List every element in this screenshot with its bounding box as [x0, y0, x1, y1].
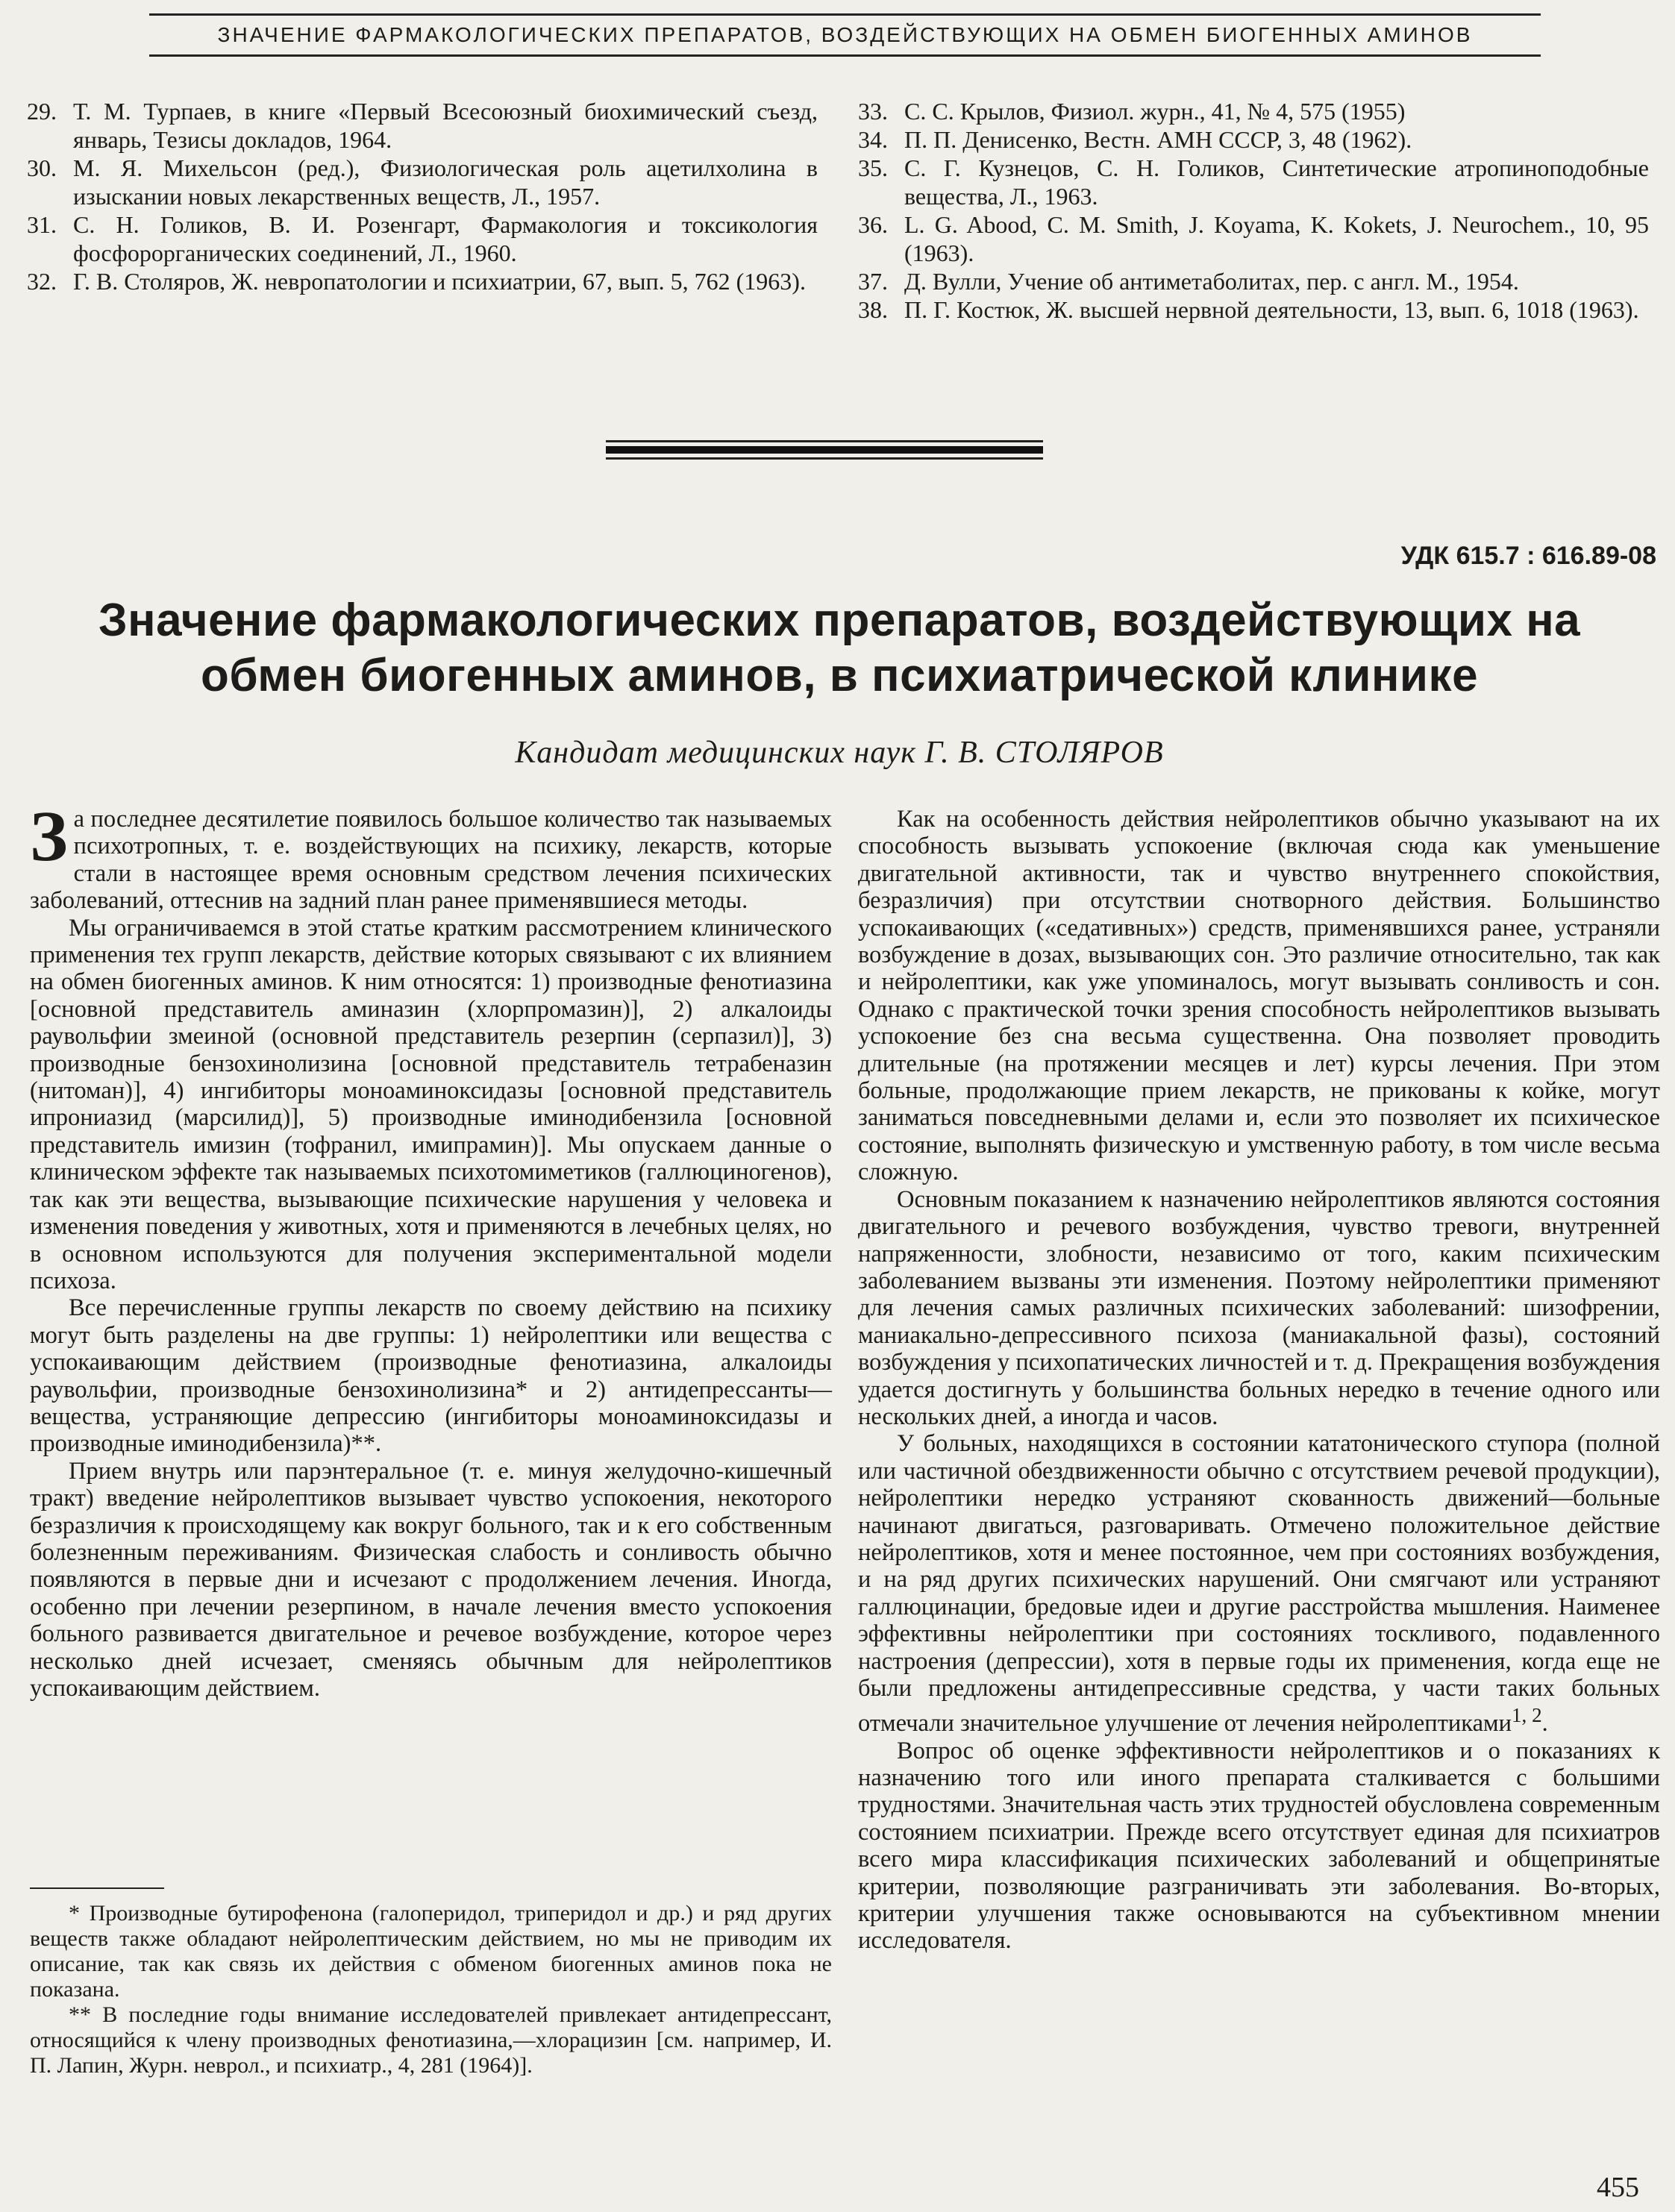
reference-37	[858, 267, 1649, 295]
paragraph: Прием внутрь или парэнтеральное (т. е. минуя желудочно-кишечный тракт) введение нейролептиков вызывает чувство успокоения, некоторого безразличия к происходящему как вокруг больного, так и к его собственным болезненным переживаниям. Физическая слабость и сонливость обычно появляются в первые дни и исчезают с продолжением лечения. Иногда, особенно при лечении резерпином, в начале лечения вместо успокоения больного развивается двигательное и речевое возбуждение, которое через несколько дней исчезает, сменяясь обычным для нейролептиков успокаивающим действием.	[30, 1457, 832, 1702]
paragraph	[30, 796, 832, 915]
reference-number: 37.	[858, 268, 888, 295]
references-right	[858, 97, 1649, 324]
paragraph-text: У больных, находящихся в состоянии кататонического ступора (полной или частичной обездвиженности обычно с отсутствием речевой продукции), нейролептики нередко устраняют скованность движений—больные начинают двигаться, разговаривать. Отмечено положительное действие нейролептиков, хотя и менее постоянное, чем при состояниях возбуждения, и на ряд других психических нарушений. Они смягчают или устраняют галлюцинации, бредовые идеи и другие расстройства мышления. Наименее эффективны нейролептики при состояниях тоскливого, подавленного настроения (депрессии), хотя в первые годы их применения, когда еще не были предложены антидепрессивные средства, у части таких больных отмечали значительное улучшение от лечения нейролептиками	[858, 1430, 1660, 1738]
paragraph-text: а последнее десятилетие появилось большое количество так называемых психотропных, т. е. воздействующих на психику, лекарств, которые стали в настоящее время основным средством лечения психических заболеваний, оттеснив на задний план ранее применявшиеся методы.	[30, 806, 832, 915]
reference-text: С. С. Крылов, Физиол. журн., 41, № 4, 575 (1955)	[904, 98, 1406, 125]
reference-text: С. Г. Кузнецов, С. Н. Голиков, Синтетические атропиноподобные вещества, Л., 1963.	[904, 154, 1649, 210]
reference-38	[858, 295, 1649, 324]
reference-text: Г. В. Столяров, Ж. невропатологии и психиатрии, 67, вып. 5, 762 (1963).	[73, 268, 806, 295]
reference-31	[27, 210, 818, 267]
footnote: ** В последние годы внимание исследователей привлекает антидепрессант, относящийся к члену производных фенотиазина,—хлорацизин [см. например, И. П. Лапин, Журн. невpол., и психиатр., 4, 281 (1964)].	[30, 2002, 832, 2078]
reference-33	[858, 97, 1649, 125]
running-head: ЗНАЧЕНИЕ ФАРМАКОЛОГИЧЕСКИХ ПРЕПАРАТОВ, ВОЗДЕЙСТВУЮЩИХ НА ОБМЕН БИОГЕННЫХ АМИНОВ	[149, 13, 1541, 57]
paragraph: Мы ограничиваемся в этой статье кратким рассмотрением клинического применения тех групп лекарств, действие которых связывают с их влиянием на обмен биогенных аминов. К ним относятся: 1) производные фенотиазина [основной представитель аминазин (хлорпромазин)], 2) алкалоиды раувольфии змеиной (основной представитель резерпин (серпазил)], 3) производные бензохинолизина [основной представитель тетрабеназин (нитоман)], 4) ингибиторы моноаминоксидазы [основной представитель ипрониазид (марсилид)], 5) производные иминодибензила [основной представитель имизин (тофранил, имипрамин)]. Мы опускаем данные о клиническом эффекте так называемых психотомиметиков (галлюциногенов), так как эти вещества, вызывающие психические нарушения у человека и изменения поведения у животных, хотя и применяются в лечебных целях, но в основном используются для получения экспериментальной модели психоза.	[30, 914, 832, 1294]
footnote-rule	[30, 1887, 164, 1889]
udk-code: УДК 615.7 : 616.89-08	[1400, 542, 1656, 570]
reference-number: 29.	[27, 98, 57, 125]
paragraph-end: .	[1541, 1710, 1548, 1738]
divider-line-top	[606, 440, 1043, 442]
drop-cap: З	[30, 796, 68, 876]
divider-line-thick	[606, 446, 1043, 454]
reference-text: L. G. Abood, C. M. Smith, J. Koyama, K. Kokets, J. Neurochem., 10, 95 (1963).	[904, 211, 1649, 266]
reference-36	[858, 210, 1649, 267]
references-left	[27, 97, 818, 295]
page-number: 455	[1597, 2172, 1639, 2203]
body-column-right	[858, 806, 1660, 1955]
reference-number: 35.	[858, 154, 888, 181]
footnote: * Производные бутирофенона (галоперидол, трипеpидол и др.) и ряд других веществ также обладают нейролептическим действием, но мы не приводим их описание, так как связь их действия с обменом биогенных аминов пока не показана.	[30, 1901, 832, 2002]
paragraph: Все перечисленные группы лекарств по своему действию на психику могут быть разделены на две группы: 1) нейролептики или вещества с успокаивающим действием (производные фенотиазина, алкалоиды раувольфии, производные бензохинолизина* и 2) антидепрессанты—вещества, устраняющие депрессию (ингибиторы моноаминоксидазы и производные иминодибензила)**.	[30, 1294, 832, 1458]
reference-text: П. Г. Костюк, Ж. высшей нервной деятельности, 13, вып. 6, 1018 (1963).	[904, 296, 1639, 323]
body-column-left	[30, 796, 832, 1702]
paragraph: Как на особенность действия нейролептиков обычно указывают на их способность вызывать успокоение (включая сюда как уменьшение двигательной активности, так и чувство внутреннего спокойствия, безразличия) при отсутствии снотворного действия. Большинство успокаивающих («седативных») средств, применявшихся ранее, устраняли возбуждение в дозах, вызывающих сон. Это различие относительно, так как и нейролептики, как уже упоминалось, могут вызывать сонливость и сон. Однако с практической точки зрения способность нейролептиков вызывать успокоение без сна весьма существенна. Она позволяет проводить длительные (на протяжении месяцев и лет) курсы лечения. При этом больные, продолжающие прием лекарств, не прикованы к койке, могут заниматься повседневными делами и, если это позволяет их психическое состояние, выполнять физическую и умственную работу, в том числе весьма сложную.	[858, 806, 1660, 1186]
reference-30	[27, 154, 818, 210]
reference-text: М. Я. Михельсон (ред.), Физиологическая роль ацетилхолина в изыскании новых лекарственных веществ, Л., 1957.	[73, 154, 818, 210]
reference-32	[27, 267, 818, 295]
section-divider	[606, 440, 1043, 461]
reference-number: 33.	[858, 98, 888, 125]
reference-number: 30.	[27, 154, 57, 181]
paragraph: Основным показанием к назначению нейролептиков являются состояния двигательного и речевого возбуждения, чувство тревоги, внутренней напряженности, злобности, независимо от того, каким психическим заболеванием вызваны эти изменения. Поэтому нейролептики применяют для лечения самых различных психических заболеваний: шизофрении, маниакально-депрессивного психоза (маниакальной фазы), состояний возбуждения у психопатических личностей и т. д. Прекращения возбуждения удается достигнуть у большинства больных нередко в течение одного или нескольких дней, а иногда и часов.	[858, 1185, 1660, 1430]
article-title: Значение фармакологических препаратов, воздействующих на обмен биогенных аминов, в психиатрической клинике	[98, 595, 1581, 701]
paragraph	[858, 1430, 1660, 1737]
citation-superscript: 1, 2	[1511, 1704, 1542, 1727]
footnotes	[30, 1901, 832, 2078]
reference-29	[27, 97, 818, 154]
paragraph: Вопрос об оценке эффективности нейролептиков и о показаниях к назначению того или иного препарата сталкивается с большими трудностями. Значительная часть этих трудностей обусловлена современным состоянием психиатрии. Прежде всего отсутствует единая для психиатров всего мира классификация психических заболеваний и общепринятые критерии, позволяющие разграничивать эти заболевания. Во-вторых, критерии улучшения также основываются на субъективном мнении исследователя.	[858, 1737, 1660, 1955]
reference-text: С. Н. Голиков, В. И. Розенгарт, Фармакология и токсикология фосфорорганических соединений, Л., 1960.	[73, 211, 818, 266]
reference-text: П. П. Денисенко, Вестн. АМН СССР, 3, 48 (1962).	[904, 126, 1412, 153]
divider-line-bottom	[606, 457, 1043, 460]
reference-text: Д. Вулли, Учение об антиметаболитах, пер. с англ. М., 1954.	[904, 268, 1519, 295]
reference-number: 38.	[858, 296, 888, 323]
reference-number: 36.	[858, 211, 888, 238]
reference-text: Т. М. Турпаев, в книге «Первый Всесоюзный биохимический съезд, январь, Тезисы докладов, 1964.	[73, 98, 818, 153]
reference-number: 31.	[27, 211, 57, 238]
reference-number: 34.	[858, 126, 888, 153]
reference-34	[858, 125, 1649, 154]
reference-number: 32.	[27, 268, 57, 295]
reference-35	[858, 154, 1649, 210]
article-author: Кандидат медицинских наук Г. В. СТОЛЯРОВ	[515, 736, 1164, 770]
